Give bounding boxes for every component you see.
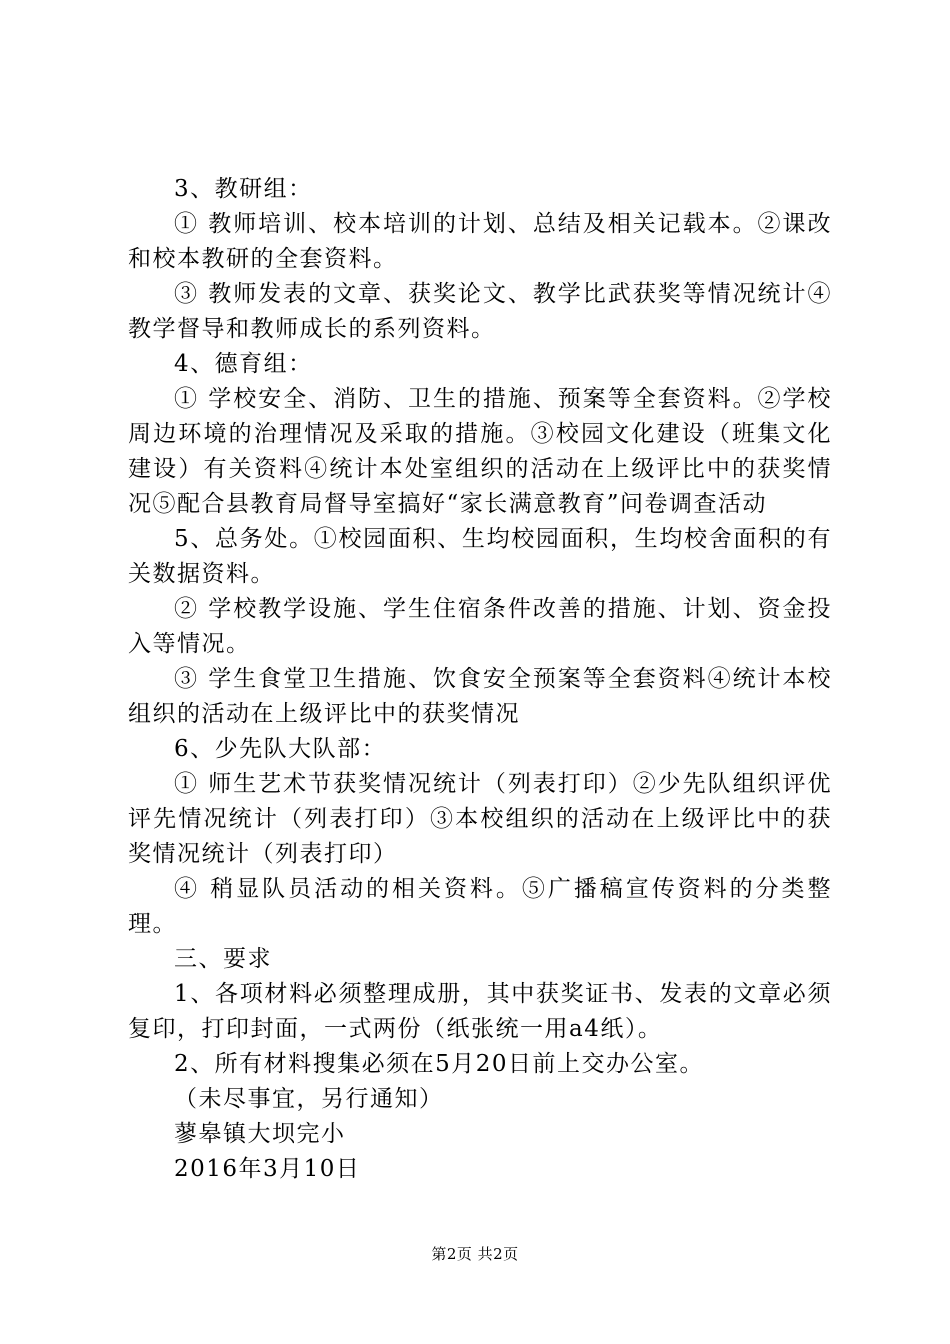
paragraph: ③ 教师发表的文章、获奖论文、教学比武获奖等情况统计④教学督导和教师成长的系列资料。 [128, 281, 832, 342]
note-paragraph: （未尽事宜，另行通知） [174, 1086, 444, 1112]
section-heading-shaoxiandui: 6、少先队大队部： [174, 736, 387, 762]
paragraph: ① 学校安全、消防、卫生的措施、预案等全套资料。②学校周边环境的治理情况及采取的措施。③校园文化建设（班集文化建设）有关资料④统计本处室组织的活动在上级评比中的获奖情况⑤配合县教育局督导室搞好“家长满意教育”问卷调查活动 [128, 386, 832, 517]
section-heading-jiaoyanzu: 3、教研组： [174, 176, 313, 202]
paragraph: ④ 稍显队员活动的相关资料。⑤广播稿宣传资料的分类整理。 [128, 876, 832, 937]
paragraph: 1、各项材料必须整理成册，其中获奖证书、发表的文章必须复印，打印封面，一式两份（纸张统一用a4纸）。 [128, 981, 832, 1042]
paragraph: ③ 学生食堂卫生措施、饮食安全预案等全套资料④统计本校组织的活动在上级评比中的获奖情况 [128, 666, 832, 727]
paragraph: 5、总务处。①校园面积、生均校园面积，生均校舍面积的有关数据资料。 [128, 526, 832, 587]
signature-date: 2016年3月10日 [174, 1156, 361, 1182]
signature-organization: 蓼皋镇大坝完小 [174, 1121, 346, 1147]
document-body [128, 172, 832, 1187]
page-footer: 第2页 共2页 [431, 1245, 519, 1263]
paragraph: 2、所有材料搜集必须在5月20日前上交办公室。 [174, 1051, 705, 1077]
section-heading-yaoqiu: 三、要求 [174, 946, 272, 972]
paragraph: ② 学校教学设施、学生住宿条件改善的措施、计划、资金投入等情况。 [128, 596, 832, 657]
section-heading-deyuzu: 4、德育组： [174, 351, 313, 377]
paragraph: ① 师生艺术节获奖情况统计（列表打印）②少先队组织评优评先情况统计（列表打印）③本校组织的活动在上级评比中的获奖情况统计（列表打印） [128, 771, 832, 867]
paragraph: ① 教师培训、校本培训的计划、总结及相关记载本。②课改和校本教研的全套资料。 [128, 211, 832, 272]
